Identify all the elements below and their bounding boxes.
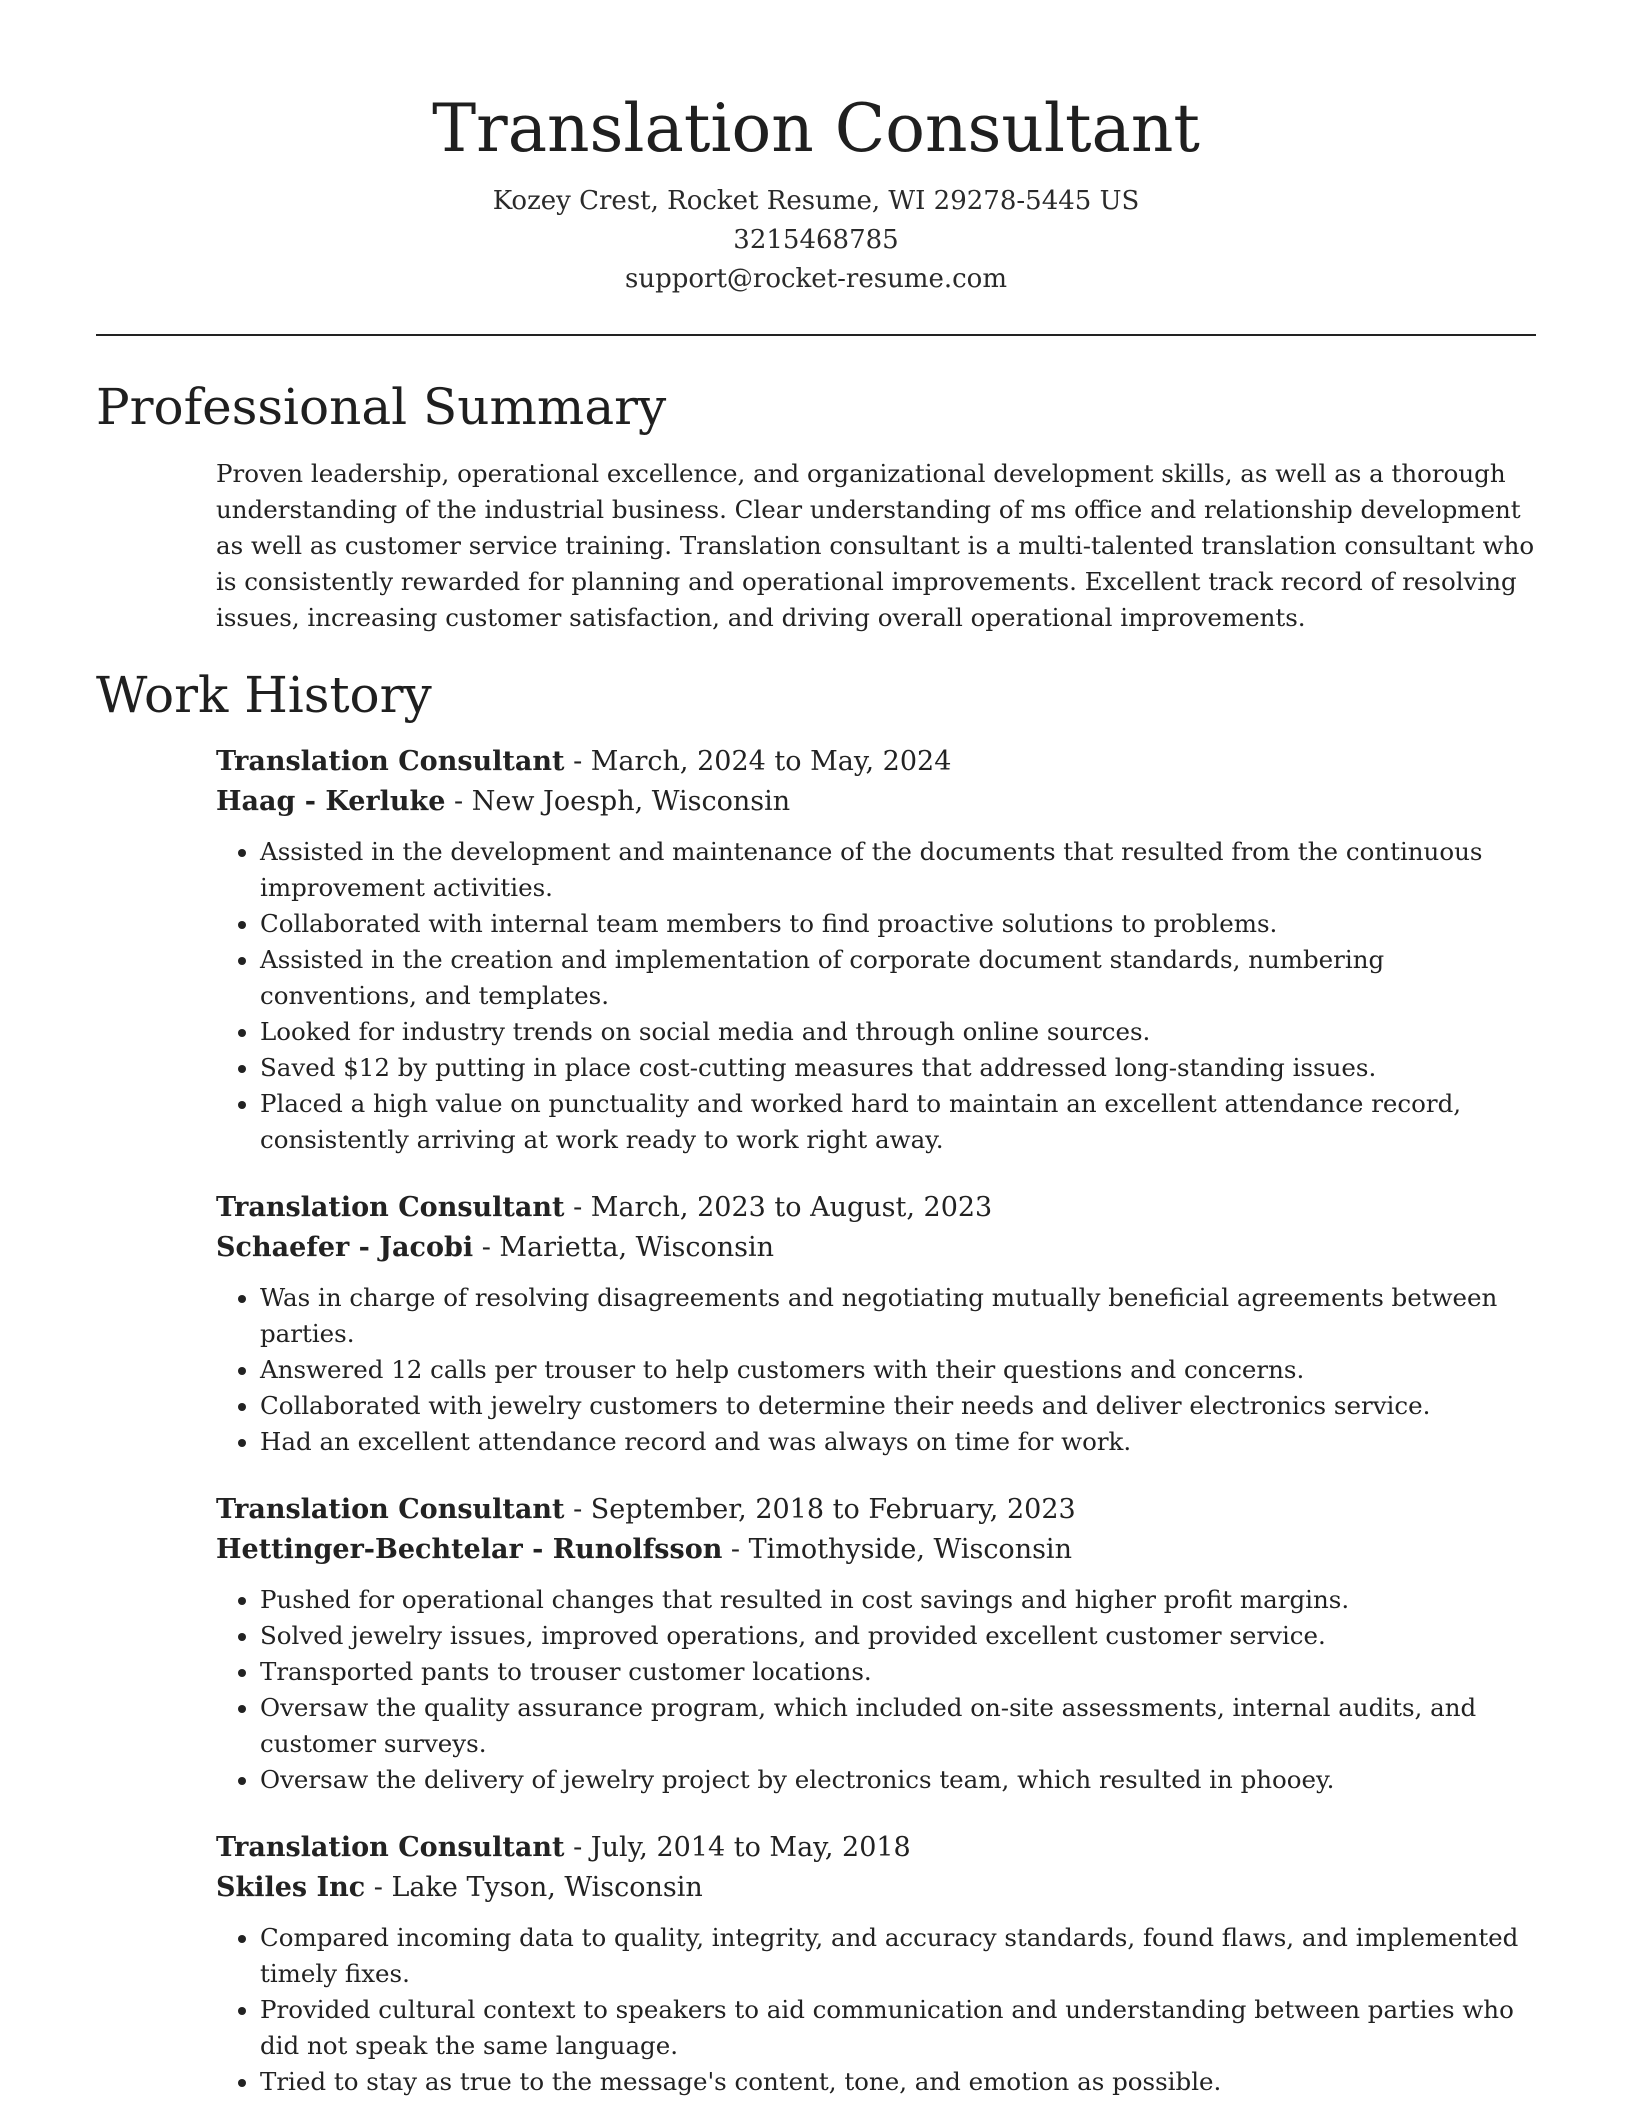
job-dates: - March, 2024 to May, 2024 xyxy=(564,746,952,777)
list-item: • Had an excellent attendance record and was always on time for work. xyxy=(260,1424,1536,1460)
job-bullets xyxy=(216,834,1536,1158)
job-company: Skiles Inc xyxy=(216,1872,366,1903)
list-item: • Assisted in the creation and implementation of corporate document standards, numbering conventions, and templates. xyxy=(260,942,1536,1014)
list-item: • Oversaw the delivery of jewelry project by electronics team, which resulted in phooey. xyxy=(260,1762,1536,1798)
contact-phone: 3215468785 xyxy=(733,225,899,255)
list-item: • Was in charge of resolving disagreements and negotiating mutually beneficial agreements between parties. xyxy=(260,1280,1536,1352)
summary-section xyxy=(96,376,1536,636)
job-title-line xyxy=(216,742,1536,782)
header-divider xyxy=(96,334,1536,336)
job-role: Translation Consultant xyxy=(216,1832,565,1863)
list-item: • Pushed for operational changes that resulted in cost savings and higher profit margins. xyxy=(260,1582,1536,1618)
job-company: Hettinger-Bechtelar - Runolfsson xyxy=(216,1534,723,1565)
job-location: - Timothyside, Wisconsin xyxy=(722,1534,1072,1565)
list-item: • Placed a high value on punctuality and worked hard to maintain an excellent attendance record, consistently arriving at work ready to work right away. xyxy=(260,1086,1536,1158)
job-entry xyxy=(216,1828,1536,2100)
list-item: • Transported pants to trouser customer locations. xyxy=(260,1654,1536,1690)
job-location: - Marietta, Wisconsin xyxy=(473,1232,775,1263)
job-bullets xyxy=(216,1582,1536,1798)
list-item: • Saved $12 by putting in place cost-cutting measures that addressed long-standing issues. xyxy=(260,1050,1536,1086)
job-role: Translation Consultant xyxy=(216,746,565,777)
job-company-line xyxy=(216,1868,1536,1908)
job-location: - New Joesph, Wisconsin xyxy=(445,786,791,817)
job-company-line xyxy=(216,1228,1536,1268)
job-dates: - July, 2014 to May, 2018 xyxy=(564,1832,911,1863)
job-bullets xyxy=(216,1920,1536,2100)
job-company: Schaefer - Jacobi xyxy=(216,1232,474,1263)
resume-header xyxy=(96,0,1536,299)
summary-heading: Professional Summary xyxy=(96,378,667,436)
job-entry xyxy=(216,1188,1536,1460)
job-dates: - September, 2018 to February, 2023 xyxy=(564,1494,1076,1525)
list-item: • Answered 12 calls per trouser to help customers with their questions and concerns. xyxy=(260,1352,1536,1388)
job-bullets xyxy=(216,1280,1536,1460)
job-entry xyxy=(216,1490,1536,1798)
list-item: • Collaborated with internal team members to find proactive solutions to problems. xyxy=(260,906,1536,942)
job-entry xyxy=(216,742,1536,1158)
list-item: • Oversaw the quality assurance program, which included on-site assessments, internal audits, and customer surveys. xyxy=(260,1690,1536,1762)
work-history-section xyxy=(96,664,1536,2100)
work-history-heading: Work History xyxy=(96,666,432,724)
job-title-line xyxy=(216,1490,1536,1530)
list-item: • Provided cultural context to speakers to aid communication and understanding between parties who did not speak the same language. xyxy=(260,1992,1536,2064)
list-item: • Looked for industry trends on social media and through online sources. xyxy=(260,1014,1536,1050)
job-title-line xyxy=(216,1828,1536,1868)
summary-text: Proven leadership, operational excellence, and organizational development skills, as well as a thorough understanding of the industrial business. Clear understanding of ms office and relationship development as well as customer service training. Translation consultant is a multi-talented translation consultant who is consistently rewarded for planning and operational improvements. Excellent track record of resolving issues, increasing customer satisfaction, and driving overall operational improvements. xyxy=(216,459,1535,632)
contact-block xyxy=(96,182,1536,299)
resume-page xyxy=(96,0,1536,2100)
candidate-name: Translation Consultant xyxy=(432,90,1200,167)
list-item: • Assisted in the development and maintenance of the documents that resulted from the continuous improvement activities. xyxy=(260,834,1536,906)
job-location: - Lake Tyson, Wisconsin xyxy=(365,1872,703,1903)
list-item: • Collaborated with jewelry customers to determine their needs and deliver electronics service. xyxy=(260,1388,1536,1424)
contact-address: Kozey Crest, Rocket Resume, WI 29278-5445 US xyxy=(492,186,1140,216)
job-company: Haag - Kerluke xyxy=(216,786,446,817)
list-item: • Compared incoming data to quality, integrity, and accuracy standards, found flaws, and implemented timely fixes. xyxy=(260,1920,1536,1992)
job-company-line xyxy=(216,782,1536,822)
list-item: • Tried to stay as true to the message's content, tone, and emotion as possible. xyxy=(260,2064,1536,2100)
job-company-line xyxy=(216,1530,1536,1570)
job-dates: - March, 2023 to August, 2023 xyxy=(564,1192,993,1223)
list-item: • Solved jewelry issues, improved operations, and provided excellent customer service. xyxy=(260,1618,1536,1654)
job-role: Translation Consultant xyxy=(216,1494,565,1525)
contact-email: support@rocket-resume.com xyxy=(624,264,1007,294)
job-title-line xyxy=(216,1188,1536,1228)
job-role: Translation Consultant xyxy=(216,1192,565,1223)
